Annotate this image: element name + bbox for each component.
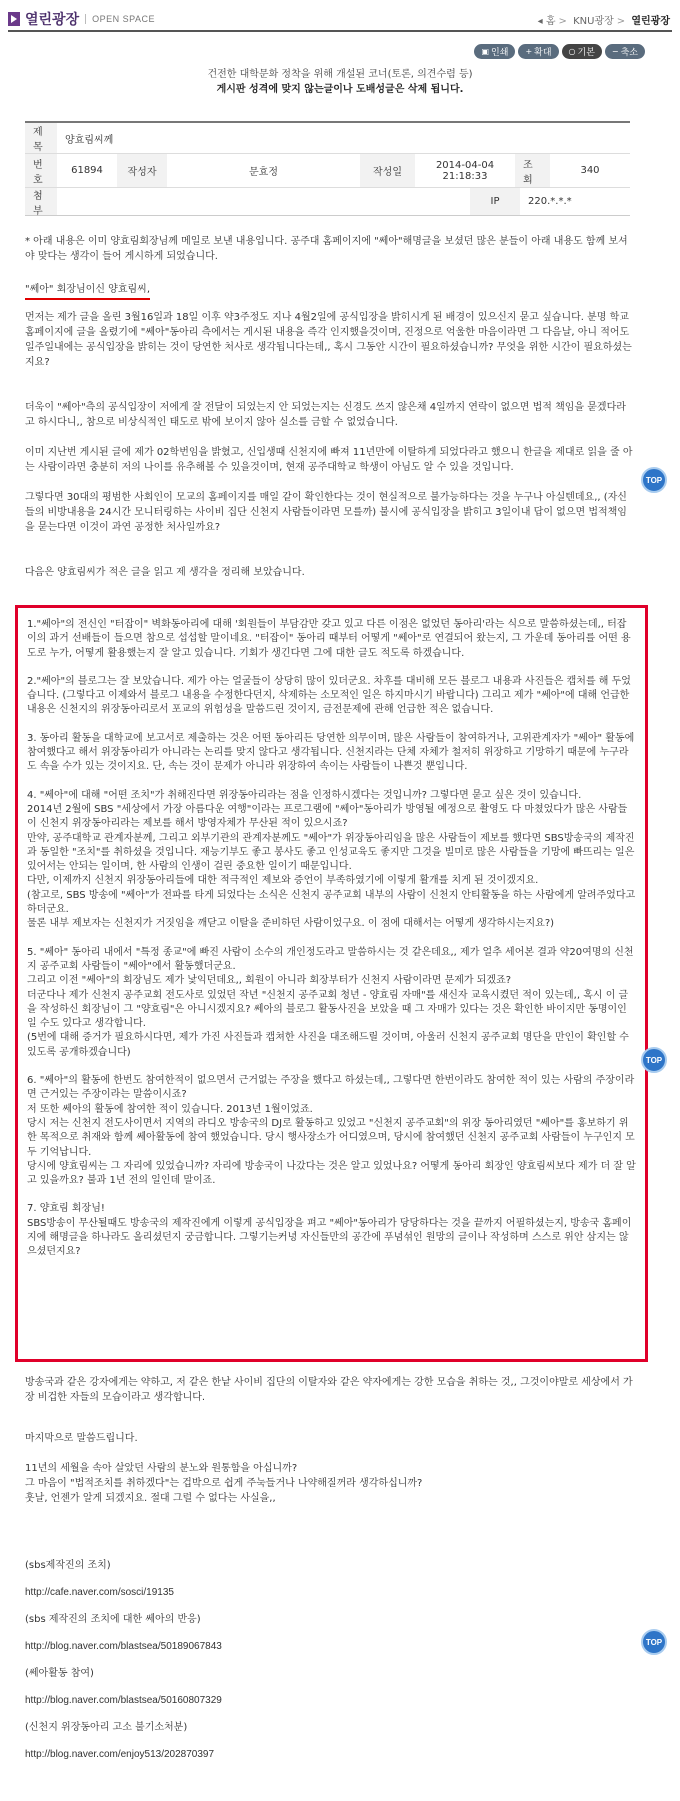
paragraph: 이미 지난번 게시된 글에 제가 02학번임을 밝혔고, 신입생때 신천지에 빠져 11년만에 이탈하게 되었다라고 했으니 한글을 제대로 읽을 줄 아는 사람이라면 충분히 저의 나이를 유추해볼 수 있을것이며, 현재 공주대학교 학생이 아님도 알 수 있을 것입니다.	[25, 447, 633, 473]
post-author: 문효정	[249, 167, 278, 178]
breadcrumb: ◂ 홈 > KNU광장 > 열린광장	[537, 16, 670, 27]
post-closing	[25, 1375, 635, 1762]
post-title: 양효림씨께	[65, 134, 114, 146]
reference-label: (쎄아활동 참여)	[25, 1668, 94, 1679]
paragraph: 그렇다면 30대의 평범한 사회인이 모교의 홈페이지를 매일 같이 확인한다는 것이 현실적으로 불가능하다는 것을 누구나 아실텐데요,, (자신들의 비방내용을 24시간 모니터링하는 사이비 집단 신천지 사람들이라면 모를까) 불시에 공식입장을 밝히고 3일이내 답이 없으면 법적책임을 묻는다면 이것이 과연 공정한 처사일까요?	[25, 492, 627, 533]
reference-link[interactable]: http://blog.naver.com/blastsea/50189067843	[25, 1641, 222, 1652]
post-views: 340	[580, 165, 600, 176]
scroll-top-button[interactable]: TOP	[641, 467, 667, 493]
zoom-in-button[interactable]: + 확대	[518, 44, 558, 59]
board-notice: 건전한 대학문화 정착을 위해 개설된 코너(토론, 의견수렴 등) 게시판 성격에 맞지 않는글이나 도배성글은 삭제 됩니다.	[207, 69, 473, 95]
post-body	[25, 234, 635, 580]
breadcrumb-home[interactable]: 홈	[545, 16, 556, 27]
reference-label: (sbs 제작진의 조치에 대한 쎄아의 반응)	[25, 1614, 201, 1625]
post-date: 2014-04-04 21:18:33	[435, 159, 495, 182]
response-item: 7. 양효림 회장님! SBS방송이 무산될때도 방송국의 제작진에게 이렇게 공식입장을 펴고 "쎄아"동아리가 당당하다는 것을 끝까지 어필하셨는지, 방송국 홈페이지에 해명글을 하나라도 올리셨던지 궁금합니다. 그렇기는커녕 자신들만의 공간에 푸념섞인 원망의 글이나 작성하며 스스로 위안 삼지는 않으셨던지요?	[27, 1203, 632, 1258]
response-item: 6. "쎄아"의 활동에 한번도 참여한적이 없으면서 근거없는 주장을 했다고 하셨는데,, 그렇다면 한번이라도 참여한 적이 있는 사람의 주장이라면 근거있는 주장이라는 말씀이시죠? 저 또한 쎄아의 활동에 참여한 적이 있습니다. 2013년 1월이었죠. 당시 저는 신천지 전도사이면서 지역의 라디오 방송국의 DJ로 활동하고 있었고 "신천지 공주교회"의 위장 동아리였던 "쎄아"를 홍보하기 위한 목적으로 취재와 함께 쎄아활동에 참여 했었습니다. 당시 행사장소가 어디였으며, 당시에 참여했던 신천지 공주교회 사람들이 누구인지 모두 기억납니다. 당시에 양효림씨는 그 자리에 있었습니까? 자리에 방송국이 나갔다는 것은 알고 있었나요? 어떻게 동아리 회장인 양효림씨보다 제가 더 잘 알고 있을까요? 불과 1년 전의 일인데 말이죠.	[27, 1075, 636, 1187]
response-item: 1."쎄아"의 전신인 "터잡이" 벽화동아리에 대해 '회원들이 부담감만 갖고 있고 다른 이점은 없었던 동아리'라는 식으로 말씀하셨는데,, 터잡이의 과거 선배들이 들으면 참으로 섭섭할 말이네요. "터잡이" 동아리 때부터 어떻게 "쎄아"로 연결되어 왔는지, 그 가운데 동아리를 어떤 용도로 누가, 어떻게 활용했는지 잘 알고 있습니다. 기회가 생긴다면 그에 대한 글도 적도록 하겠습니다.	[27, 619, 631, 659]
page-subtitle: OPEN SPACE	[85, 14, 155, 24]
scroll-top-button[interactable]: TOP	[641, 1629, 667, 1655]
paragraph: 방송국과 같은 강자에게는 약하고, 저 같은 한낱 사이비 집단의 이탈자와 같은 약자에게는 강한 모습을 취하는 것,, 그것이야말로 세상에서 가장 비겁한 자들의 모습이라고 생각합니다.	[25, 1377, 633, 1403]
highlighted-response-box	[15, 605, 648, 1362]
response-item: 4. "쎄아"에 대해 "어떤 조치"가 취해진다면 위장동아리라는 점을 인정하시겠다는 것입니까? 그렇다면 묻고 싶은 것이 있습니다. 2014년 2월에 SBS "세상에서 가장 아름다운 여행"이라는 프로그램에 "쎄아"동아리가 방영될 예정으로 촬영도 다 마쳤었다가 많은 사람들이 신천지 위장동아리라는 제보를 해서 방영자체가 무산된 적이 있으시죠? 만약, 공주대학교 관계자분께, 그리고 외부기관의 관계자분께도 "쎄아"가 위장동아리임을 많은 사람들이 제보를 했다면 SBS방송국의 제작진과 동일한 "조치"를 취하셨을 것입니다. 재능기부도 좋고 봉사도 좋고 인성교육도 좋지만 그것을 빌미로 많은 사람들을 기망에 빠뜨리는 일은 있어서는 안되는 일이며, 한 사람의 인생이 걸린 중요한 일이기 때문입니다. 다만, 이제까지 신천지 위장동아리들에 대한 적극적인 제보와 증언이 부족하였기에 이렇게 활개를 치게 된 것이겠지요. (참고로, SBS 방송에 "쎄아"가 전파를 타게 되었다는 소식은 신천지 공주교회 내부의 사람이 신천지 안티활동을 하는 사람에게 알려주었다고 하더군요. 물론 내부 제보자는 신천지가 거짓임을 깨닫고 이탈을 준비하던 사람이었구요. 이 점에 대해서는 어떻게 생각하시는지요?)	[27, 789, 636, 930]
zoom-default-button[interactable]: ○ 기본	[562, 44, 602, 59]
post-attachment	[57, 188, 470, 215]
site-title	[8, 9, 155, 29]
intro-text: * 아래 내용은 이미 양효림회장님께 메일로 보낸 내용입니다. 공주대 홈페이지에 "쎄아"해명글을 보셨던 많은 분들이 아래 내용도 함께 보셔야 맞다는 생각이 들어 게시하게 되었습니다.	[25, 236, 628, 262]
print-button[interactable]: ▣ 인쇄	[474, 44, 515, 59]
response-item: 2."쎄아"의 블로그는 잘 보았습니다. 제가 아는 얼굴들이 상당히 많이 있더군요. 차후를 대비해 모든 블로그 내용과 사진들은 캡처를 해 두었습니다. (그렇다고 이제와서 블로그 내용을 수정한다던지, 삭제하는 소모적인 일은 하지마시기 바랍니다) 그리고 제가 "쎄아"에 대해 언급한 내용은 신천지의 위장동아리로서 포교의 위험성을 말씀드린 것이지, 금전문제에 관해 언급한 적은 없습니다.	[27, 675, 631, 716]
plus-icon: +	[525, 47, 533, 56]
reference-label: (신천지 위장동아리 고소 불기소처분)	[25, 1722, 188, 1733]
breadcrumb-knu[interactable]: KNU광장	[573, 16, 614, 27]
reference-link[interactable]: http://blog.naver.com/blastsea/50160807329	[25, 1695, 222, 1706]
home-icon: ◂	[537, 16, 543, 27]
response-item: 3. 동아리 활동을 대학교에 보고서로 제출하는 것은 어떤 동아리든 당연한 의무이며, 많은 사람들이 참여하거나, 고위관계자가 "쎄아" 활동에 참여했다고 해서 위장동아리가 아니라는 논리를 맞지 않다고 생각됩니다. 신천지라는 단체 자체가 철저히 위장하고 기망하기 때문에 누구라도 속을 수가 있는 것이지요. 단, 속는 것이 문제가 아니라 위장하여 속이는 사람들이 나쁜것 뿐입니다.	[27, 732, 635, 773]
breadcrumb-current: 열린광장	[631, 16, 670, 27]
greeting: "쎄아" 회장님이신 양효림씨,	[25, 282, 150, 300]
circle-icon: ○	[568, 47, 576, 56]
post-info-table: 제목 양효림씨께 번호 61894 작성자 문효정 작성일 2014-04-04 21:18:33 조회 340 첨부 IP 220.*.*.*	[25, 121, 630, 216]
page-header	[8, 6, 672, 32]
reference-label: (sbs제작진의 조치)	[25, 1560, 111, 1571]
paragraph: 11년의 세월을 속아 살았던 사람의 분노와 원통함을 아십니까? 그 마음이 "법적조치를 취하겠다"는 겁박으로 쉽게 주눅들거나 나약해질꺼라 생각하십니까? 훗날, 언젠가 알게 되겠지요. 절대 그럴 수 없다는 사실을,,	[25, 1463, 423, 1504]
response-item: 5. "쎄아" 동아리 내에서 "특정 종교"에 빠진 사람이 소수의 개인정도라고 말씀하시는 것 같은데요,, 제가 얼추 세어본 결과 약20여명의 신천지 공주교회 사람들이 "쎄아"에서 활동했더군요. 그리고 이전 "쎄아"의 회장님도 제가 낯익던데요,, 회원이 아니라 회장부터가 신천지 사람이라면 문제가 되겠죠? 더군다나 제가 신천지 공주교회 전도사로 있었던 작년 "신천지 공주교회 청년 - 양효림 자매"를 새신자 교육시켰던 적이 있는데,, 혹시 이 글을 작성하신 회장님이 그 "양효림"은 아니시겠지요? 쎄아의 블로그 활동사진을 보았을 때 그 자매가 있다는 것은 확인한 바이지만 동명이인일 수도 있다고 생각합니다. (5번에 대해 증거가 필요하시다면, 제가 가진 사진들과 캡쳐한 사진을 대조해드릴 것이며, 아울러 신천지 공주교회 명단을 만인이 확인할 수 있도록 공개하겠습니다)	[27, 946, 634, 1058]
play-icon	[8, 12, 20, 26]
scroll-top-button[interactable]: TOP	[641, 1047, 667, 1073]
zoom-out-button[interactable]: − 축소	[605, 44, 645, 59]
paragraph: 먼저는 제가 글을 올린 3월16일과 18일 이후 약3주정도 지나 4월2일에 공식입장을 밝히시게 된 배경이 있으신지 묻고 싶습니다. 분명 학교 홈페이지에 글을 올렸기에 "쎄아"동아리 측에서는 게시된 내용을 즉각 인지했을것이며, 진정으로 억울한 마음이라면 그 다음날, 아니 적어도 일주일내에는 공식입장을 밝히는 것이 당연한 처사로 생각됩니다는데,, 혹시 그동안 시간이 필요하셨습니까? 무엇을 위한 시간이 필요하셨는지요?	[25, 312, 632, 368]
reference-link[interactable]: http://cafe.naver.com/sosci/19135	[25, 1587, 174, 1598]
minus-icon: −	[611, 47, 619, 56]
post-ip: 220.*.*.*	[528, 196, 572, 207]
post-number: 61894	[71, 165, 103, 176]
reference-link[interactable]: http://blog.naver.com/enjoy513/202870397	[25, 1749, 215, 1760]
paragraph: 다음은 양효림씨가 적은 글을 읽고 제 생각을 정리해 보았습니다.	[25, 567, 305, 578]
paragraph: 더욱이 "쎄아"측의 공식입장이 저에게 잘 전달이 되었는지 안 되었는지는 신경도 쓰지 않은채 4일까지 연락이 없으면 법적 책임을 묻겠다라고 하시다니,, 참으로 비상식적인 태도로 밖에 보이지 않아 실소를 금할 수 없었습니다.	[25, 402, 626, 428]
print-icon: ▣	[481, 47, 490, 56]
page-title: 열린광장	[25, 12, 80, 28]
paragraph: 마지막으로 말씀드립니다.	[25, 1433, 138, 1444]
